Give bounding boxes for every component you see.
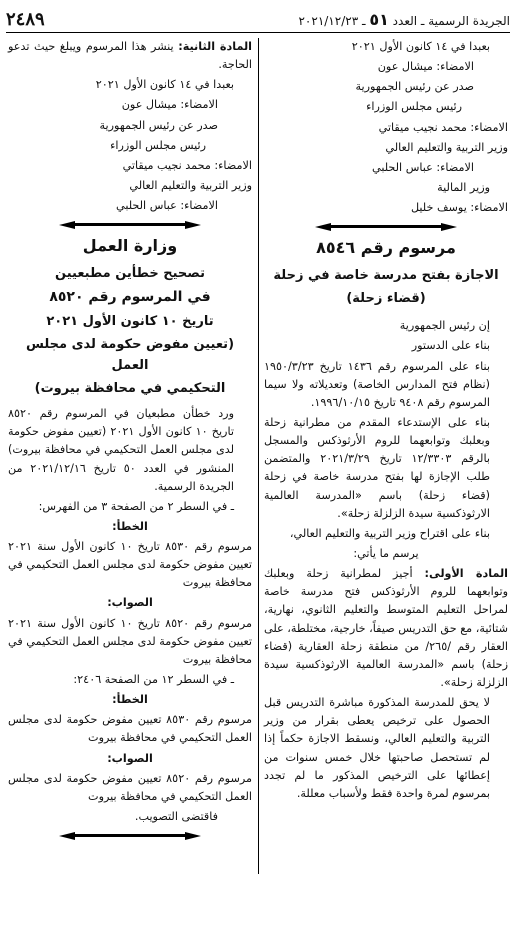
pm-title: رئيس مجلس الوزراء — [110, 138, 206, 152]
article-1 — [264, 565, 508, 692]
edu-minister-title: وزير التربية والتعليم العالي — [129, 178, 252, 192]
correction-sub: (تعيين مفوض حكومة لدى مجلس العمل — [25, 336, 235, 373]
separator — [264, 221, 508, 231]
wrong-label: الخطأ: — [112, 519, 148, 533]
sign-president: الامضاء: ميشال عون — [377, 60, 474, 74]
correction-sub: التحكيمي في محافظة بيروت) — [34, 381, 226, 397]
separator — [8, 219, 252, 229]
pm-sign: الامضاء: محمد نجيب ميقاتي — [378, 120, 508, 134]
decree-subtitle-2: (قضاء زحلة) — [346, 291, 426, 307]
correction-sub: في المرسوم رقم ٨٥٢٠ — [49, 289, 211, 306]
decree-title: مرسوم رقم ٨٥٤٦ — [316, 238, 456, 258]
edu-minister-sign: الامضاء: عباس الحلبي — [116, 199, 218, 213]
correct-label: الصواب: — [107, 596, 153, 610]
journal-title — [298, 10, 510, 29]
paragraph: ورد خطأن مطبعيان في المرسوم رقم ٨٥٢٠ تاريخ ١٠ كانون الأول ٢٠٢١ (تعيين مفوض حكومة لدى مجلس العمل التحكيمي في محافظة بيروت) المنشور في العدد ٥٠ تاريخ ٢٠٢١/١٢/١٦ من الجريدة الرسمية. — [8, 407, 234, 493]
paragraph: مرسوم رقم ٨٥٢٠ تاريخ ١٠ كانون الأول سنة ٢٠٢١ تعيين مفوض حكومة لدى مجلس العمل التحكيمي في محافظة بيروت — [8, 616, 252, 666]
article-2 — [8, 38, 252, 74]
correction-title: تصحيح خطأين مطبعيين — [55, 266, 205, 282]
edu-minister-title: وزير التربية والتعليم العالي — [385, 140, 508, 154]
sign-date: بعبدا في ١٤ كانون الأول ٢٠٢١ — [95, 78, 234, 92]
paragraph: بناء على اقتراح وزير التربية والتعليم العالي، — [289, 526, 490, 540]
finance-minister-title: وزير المالية — [437, 180, 490, 194]
paragraph: مرسوم رقم ٨٥٣٠ تاريخ ١٠ كانون الأول سنة ٢٠٢١ تعيين مفوض حكومة لدى مجلس العمل التحكيمي في محافظة بيروت — [8, 540, 252, 590]
ministry-title: وزارة العمل — [82, 236, 178, 256]
pm-sign: الامضاء: محمد نجيب ميقاتي — [122, 158, 252, 172]
decree-subtitle: الاجازة بفتح مدرسة خاصة في زحلة — [273, 268, 499, 284]
sign-date: بعبدا في ١٤ كانون الأول ٢٠٢١ — [351, 40, 490, 53]
columns — [8, 38, 508, 928]
journal-name: الجريدة الرسمية ـ العدد — [392, 13, 510, 28]
decrees-line: يرسم ما يأتي: — [353, 546, 419, 560]
left-column — [8, 38, 252, 928]
pm-title: رئيس مجلس الوزراء — [366, 100, 462, 114]
article-text: ينشر هذا المرسوم ويبلغ حيث تدعو الحاجة. — [8, 40, 252, 72]
paragraph: مرسوم رقم ٨٥٣٠ تعيين مفوض حكومة لدى مجلس العمل التحكيمي في محافظة بيروت — [8, 713, 252, 745]
separator — [8, 830, 252, 840]
page-header — [6, 6, 510, 33]
issued-by: صدر عن رئيس الجمهورية — [355, 80, 474, 94]
paragraph: بناء على الإستدعاء المقدم من مطرانية زحلة وبعلبك وتوابعهما للروم الأرثوذكس والمسجل بالرقم ١٢/٣٣٠٣ تاريخ ٢٠٢١/٣/٢٩ والمتضمن طلب الإجازة لها بفتح مدرسة خاصة في زحلة (قضاء زحلة) باسم «المدرسة العالمية الارثوذكسية سيدة الزلزلة زحلة». — [264, 415, 490, 520]
article-text: أجيز لمطرانية زحلة وبعلبك وتوابعهما للروم الأرثوذكس فتح مدرسة خاصة لمراحل التعليم المتوسط والتعليم الثانوي، نهارية، شتائية، مع حق التدريس صيفاً، خارجية، مختلطة، على العقار رقم /٢٦٥/ من منطقة زحلة العقارية (قضاء زحلة) باسم «المدرسة العالمية الارثوذكسية سيدة الزلزلة زحلة». — [264, 567, 508, 689]
issue-number: ٥١ — [369, 9, 389, 29]
intro-line: بناء على الدستور — [411, 339, 490, 353]
issued-by: صدر عن رئيس الجمهورية — [99, 118, 218, 132]
list-item: ـ في السطر ١٢ من الصفحة ٢٤٠٦: — [73, 673, 234, 687]
article-label: المادة الأولى: — [424, 567, 508, 581]
edu-minister-sign: الامضاء: عباس الحلبي — [372, 160, 474, 174]
correction-sub: تاريخ ١٠ كانون الأول ٢٠٢١ — [46, 313, 214, 329]
article-label: المادة الثانية: — [178, 40, 252, 53]
paragraph: مرسوم رقم ٨٥٢٠ تعيين مفوض حكومة لدى مجلس العمل التحكيمي في محافظة بيروت — [8, 771, 252, 803]
paragraph: بناء على المرسوم رقم ١٤٣٦ تاريخ ١٩٥٠/٣/٢٣ (نظام فتح المدارس الخاصة) وتعديلاته ولا سيما المرسوم رقم ٩٤٠٨ تاريخ ١٩٩٦/١٠/١٥. — [264, 359, 490, 409]
sign-president: الامضاء: ميشال عون — [121, 98, 218, 112]
issue-date: ـ ٢٠٢١/١٢/٢٣ — [298, 13, 366, 28]
list-item: ـ في السطر ٢ من الصفحة ٣ من الفهرس: — [38, 499, 234, 513]
intro-line: إن رئيس الجمهورية — [399, 319, 490, 333]
finance-minister-sign: الامضاء: يوسف خليل — [410, 201, 508, 215]
right-column — [264, 38, 508, 928]
paragraph: لا يحق للمدرسة المذكورة مباشرة التدريس قبل الحصول على ترخيص يعطى بقرار من وزير التربية والتعليم العالي، ونسقط الاجازة حكماً إذا لم تستحصل صاحبتها خلال خمس سنوات من إعطائها على الترخيص المذكور ما لم تجدد بمرسوم لمرة واحدة فقط ولأسباب معللة. — [264, 696, 490, 800]
closing-line: فاقتضى التصويب. — [134, 810, 218, 824]
page-number: ٢٤٨٩ — [6, 8, 45, 30]
correct-label: الصواب: — [107, 751, 153, 765]
wrong-label: الخطأ: — [112, 693, 148, 707]
